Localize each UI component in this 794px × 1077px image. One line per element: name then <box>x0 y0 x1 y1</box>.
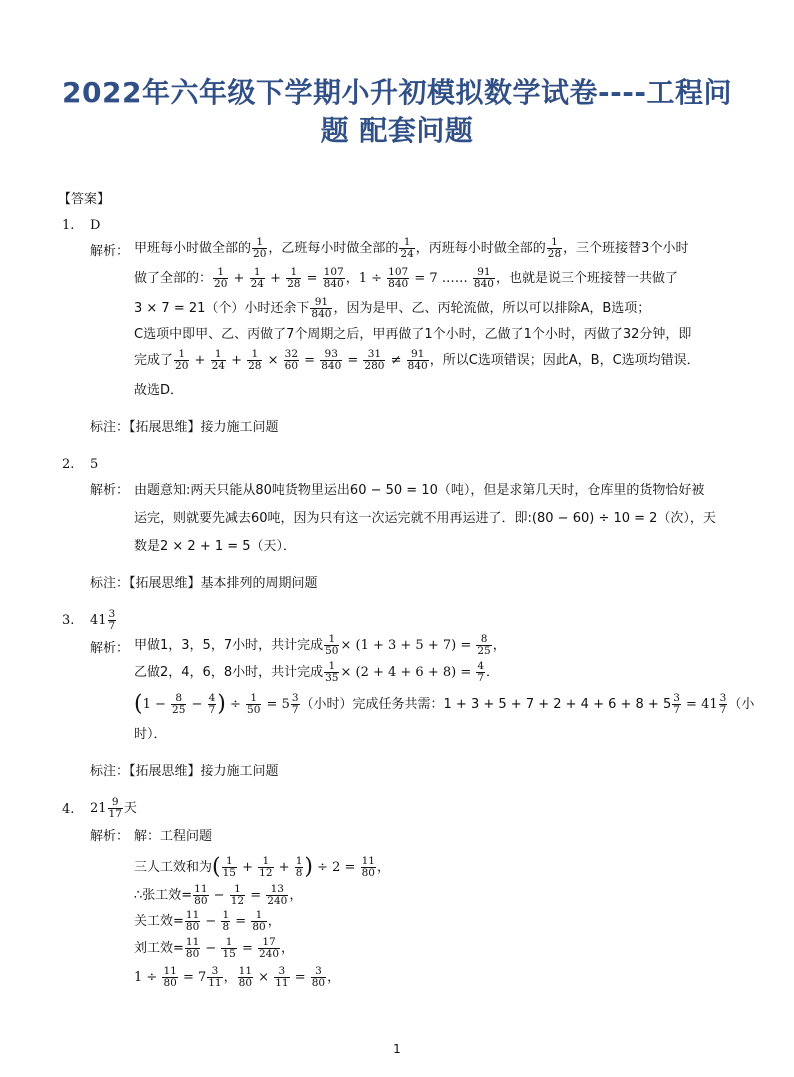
q4-number: 4. <box>62 802 75 817</box>
q2-number: 2. <box>62 457 75 472</box>
document-title <box>40 74 754 150</box>
q1-line-1: 甲班每小时做全部的 $\frac{1}{20}$ ，乙班每小时做全部的 $\frac{1}{24}$ ，丙班每小时做全部的 $\frac{1}{28}$ ，三个班接替3个小时 <box>134 236 689 260</box>
q3-answer: 41 $\frac{3}{7}$ <box>90 608 116 632</box>
q4-line-4: 关工效= $\frac{11}{80}$ − $\frac{1}{8}$ = $\frac{1}{80}$ ， <box>134 909 281 933</box>
q3-line-3: (1 − $\frac{8}{25}$ − $\frac{4}{7}$ ) ÷ $\frac{1}{50}$ = 5 $\frac{3}{7}$ （小时）完成任务共需：1 + 3 + 5 + 7 + 2 + 4 + 6 + 8 + 5 $\frac{3}{7}$ = 41 $\frac{3}{7}$ （小 <box>134 691 755 717</box>
q1-number: 1. <box>62 218 75 233</box>
title-line-2: 题 配套问题 <box>320 114 474 147</box>
q1-line-5: 完成了 $\frac{1}{20}$ + $\frac{1}{24}$ + $\frac{1}{28}$ × $\frac{32}{60}$ = $\frac{93}{840}$ = $\frac{31}{280}$ ≠ $\frac{91}{840}$ ，所以C选项错误；因此A，B，C选项均错误． <box>134 348 700 372</box>
q4-line-1: 解：工程问题 <box>134 829 213 844</box>
q2-line-1: 由题意知:两天只能从80吨货物里运出60 − 50 = 10（吨），但是求第几天时，仓库里的货物恰好被 <box>134 483 705 498</box>
q4-line-3: ∴张工效= $\frac{11}{80}$ − $\frac{1}{12}$ = $\frac{13}{240}$ ， <box>134 883 303 907</box>
q1-label: 解析： <box>90 244 130 259</box>
q2-label: 解析： <box>90 483 130 498</box>
q3-line-2: 乙做2，4，6，8小时，共计完成 $\frac{1}{35}$ × (2 + 4 + 6 + 8) = $\frac{4}{7}$ ． <box>134 660 500 684</box>
q4-line-6: 1 ÷ $\frac{11}{80}$ = 7 $\frac{3}{11}$ ， $\frac{11}{80}$ × $\frac{3}{11}$ = $\frac{3}{80}$ ， <box>134 965 341 989</box>
q3-number: 3. <box>62 613 75 628</box>
q1-line-2: 做了全部的： $\frac{1}{20}$ + $\frac{1}{24}$ + $\frac{1}{28}$ = $\frac{107}{840}$ ，1 ÷ $\frac{107}{840}$ = 7 …… $\frac{91}{840}$ ，也就是说三个班接替一共做了 <box>134 266 678 290</box>
q2-line-2: 运完，则就要先减去60吨，因为只有这一次运完就不用再运进了．即:(80 − 60) ÷ 10 = 2（次），天 <box>134 511 716 526</box>
q1-line-4: C选项中即甲、乙、丙做了7个周期之后，甲再做了1个小时，乙做了1个小时，丙做了32分钟，即 <box>134 327 692 342</box>
q3-line-1: 甲做1，3，5，7小时，共计完成 $\frac{1}{50}$ × (1 + 3 + 5 + 7) = $\frac{8}{25}$ ， <box>134 633 506 657</box>
q3-note: 标注：【拓展思维】接力施工问题 <box>90 764 279 779</box>
q1-line-3: 3 × 7 = 21（个）小时还余下 $\frac{91}{840}$ ，因为是甲、乙、丙轮流做，所以可以排除A，B选项； <box>134 296 651 320</box>
q3-label: 解析： <box>90 641 130 656</box>
page-number: 1 <box>393 1042 401 1056</box>
q4-answer: 21 $\frac{9}{17}$ 天 <box>90 796 137 820</box>
answer-header: 【答案】 <box>58 192 111 207</box>
title-line-1: 2022年六年级下学期小升初模拟数学试卷----工程问 <box>62 76 732 109</box>
q4-label: 解析： <box>90 829 130 844</box>
q1-note: 标注：【拓展思维】接力施工问题 <box>90 420 279 435</box>
q2-answer: 5 <box>90 457 99 472</box>
q4-line-2: 三人工效和为( $\frac{1}{15}$ + $\frac{1}{12}$ + $\frac{1}{8}$ ) ÷ 2 = $\frac{11}{80}$ ， <box>134 854 390 880</box>
q4-line-5: 刘工效= $\frac{11}{80}$ − $\frac{1}{15}$ = $\frac{17}{240}$ ， <box>134 936 295 960</box>
q2-line-3: 数是2 × 2 + 1 = 5（天）． <box>134 539 297 554</box>
q2-note: 标注：【拓展思维】基本排列的周期问题 <box>90 576 318 591</box>
q3-line-4: 时）． <box>134 727 167 742</box>
q1-answer: D <box>90 218 101 233</box>
q1-line-6: 故选D． <box>134 383 184 398</box>
